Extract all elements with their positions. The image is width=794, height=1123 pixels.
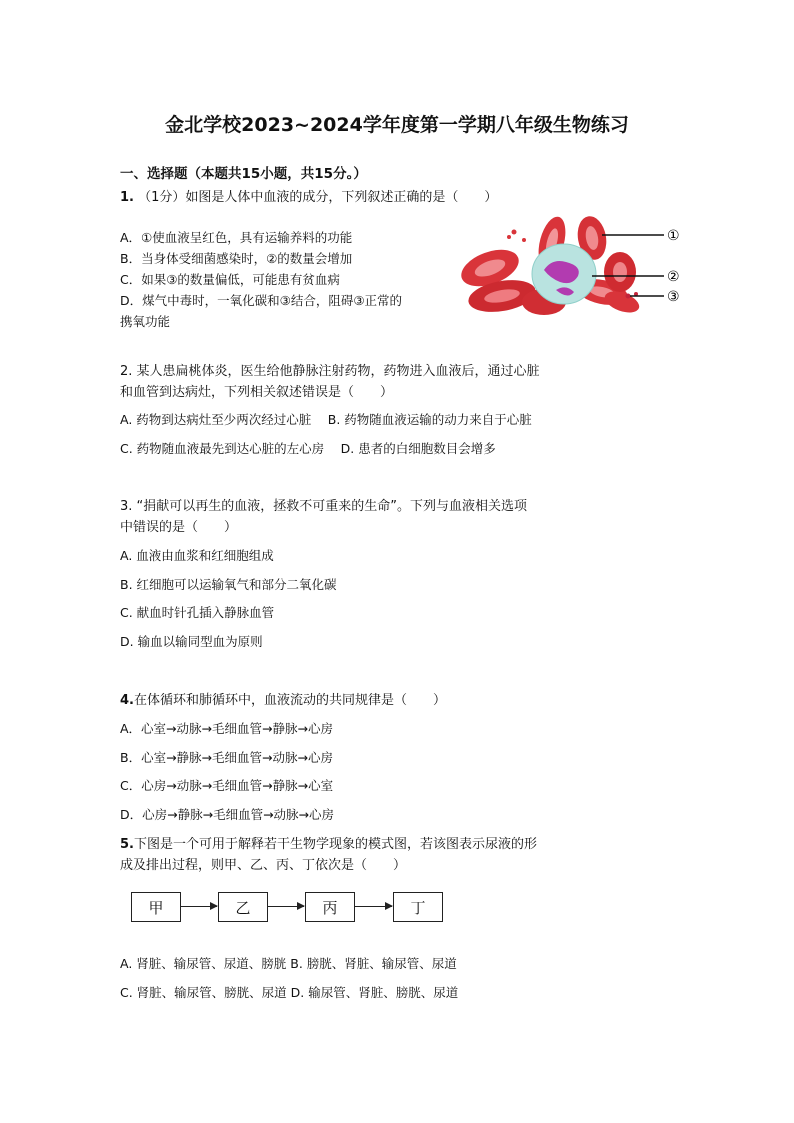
question-1-option-c: C．如果③的数量偏低，可能患有贫血病: [120, 272, 340, 287]
question-1-option-d: D．煤气中毒时，一氧化碳和③结合，阻碍③正常的: [120, 293, 403, 308]
label-3: ③: [667, 289, 680, 305]
question-2-stem-line1: 2. 某人患扁桃体炎，医生给他静脉注射药物，药物进入血液后，通过心脏: [120, 364, 540, 379]
question-1-option-a: A．①使血液呈红色，具有运输养料的功能: [120, 230, 353, 245]
question-3-option-b: B. 红细胞可以运输氧气和部分二氧化碳: [120, 577, 337, 592]
label-1: ①: [667, 228, 680, 244]
question-4-option-d: D．心房→静脉→毛细血管→动脉→心房: [120, 807, 335, 822]
question-4-option-b: B．心室→静脉→毛细血管→动脉→心房: [120, 750, 333, 765]
flow-box-2: 乙: [218, 892, 268, 922]
question-4-stem: [120, 689, 446, 708]
question-3-stem-line1: 3. “捐献可以再生的血液，拯救不可重来的生命”。下列与血液相关选项: [120, 499, 528, 514]
blood-cells-figure: [452, 210, 692, 325]
question-5-stem-line2: 成及排出过程，则甲、乙、丙、丁依次是（ ）: [120, 858, 407, 873]
question-3-option-d: D. 输血以输同型血为原则: [120, 634, 263, 649]
white-blood-cell: [532, 244, 596, 304]
question-3-stem-line2: 中错误的是（ ）: [120, 520, 238, 535]
flow-arrow-2: [268, 906, 304, 907]
section-heading: 一、选择题（本题共15小题，共15分。）: [120, 166, 367, 182]
flow-box-1: 甲: [131, 892, 181, 922]
question-5-number: 5.: [120, 837, 134, 852]
flow-arrow-3: [355, 906, 392, 907]
question-4-option-a: A．心室→动脉→毛细血管→静脉→心房: [120, 721, 333, 736]
question-1-option-d-cont: 携氧功能: [120, 314, 171, 329]
question-2-stem-line2: 和血管到达病灶，下列相关叙述错误是（ ）: [120, 385, 394, 400]
question-5-stem-line1: [120, 833, 537, 852]
question-1-number: 1.: [120, 190, 134, 205]
question-5-options-cd: C. 肾脏、输尿管、膀胱、尿道 D. 输尿管、肾脏、膀胱、尿道: [120, 985, 459, 1000]
flow-arrow-1: [181, 906, 217, 907]
question-4-number: 4.: [120, 693, 134, 708]
page-title: 金北学校2023~2024学年度第一学期八年级生物练习: [165, 114, 629, 136]
question-1-stem: [120, 186, 497, 205]
question-5-text: 下图是一个可用于解释若干生物学现象的模式图，若该图表示尿液的形: [133, 837, 537, 852]
flow-box-4: 丁: [393, 892, 443, 922]
question-1-option-b: B．当身体受细菌感染时，②的数量会增加: [120, 251, 353, 266]
question-4-text: 在体循环和肺循环中，血液流动的共同规律是（ ）: [133, 693, 446, 708]
question-4-option-c: C．心房→动脉→毛细血管→静脉→心室: [120, 778, 334, 793]
question-2-options-cd: C. 药物随血液最先到达心脏的左心房 D. 患者的白细胞数目会增多: [120, 441, 496, 456]
question-3-option-c: C. 献血时针孔插入静脉血管: [120, 605, 275, 620]
label-2: ②: [667, 269, 680, 285]
question-1-text: （1分）如图是人体中血液的成分，下列叙述正确的是（ ）: [138, 190, 498, 205]
question-5-options-ab: A. 肾脏、输尿管、尿道、膀胱 B. 膀胱、肾脏、输尿管、尿道: [120, 956, 457, 971]
flow-box-3: 丙: [305, 892, 355, 922]
question-3-option-a: A. 血液由血浆和红细胞组成: [120, 548, 274, 563]
question-2-options-ab: A. 药物到达病灶至少两次经过心脏 B. 药物随血液运输的动力来自于心脏: [120, 412, 532, 427]
